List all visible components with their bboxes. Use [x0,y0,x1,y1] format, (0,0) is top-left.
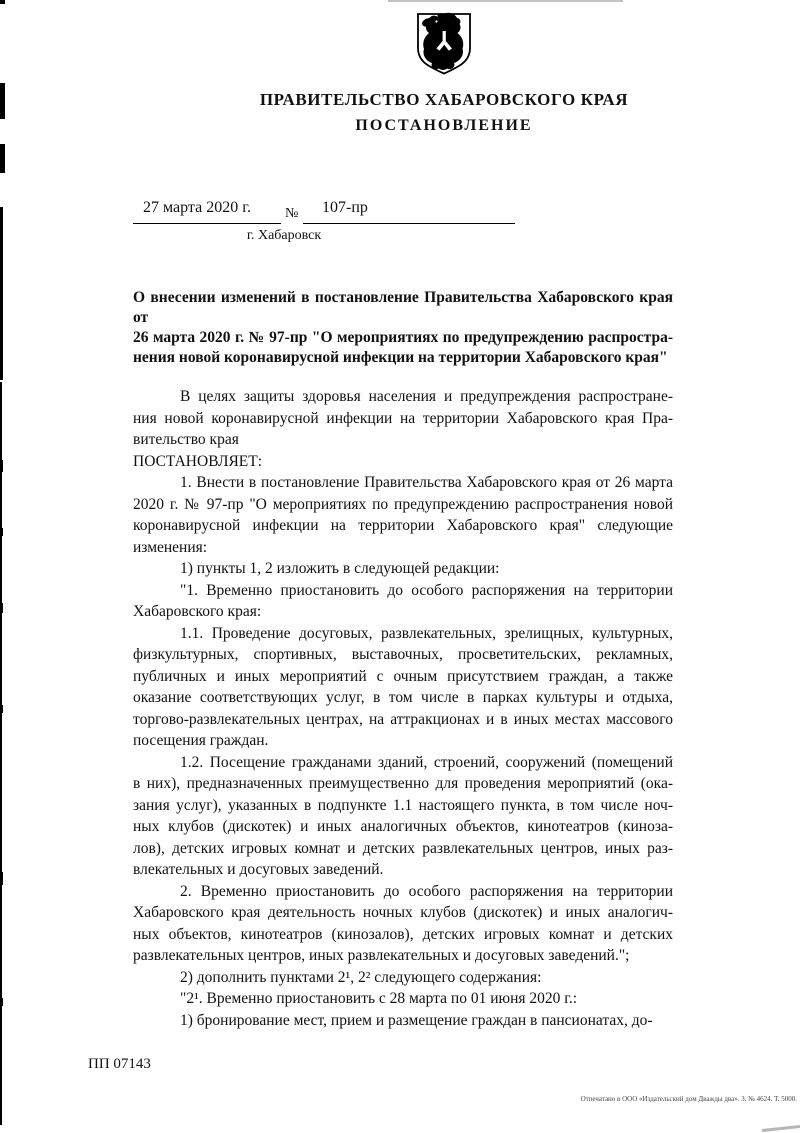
paragraph [133,558,673,580]
text-line: публичных и иных мероприятий с очным присутствием граждан, а также [133,667,673,685]
document-type-title: ПОСТАНОВЛЕНИЕ [355,117,533,134]
text-line: 1.1. Проведение досуговых, развлекательных, зрелищных, культурных, [180,624,673,642]
text-line: 1. Внести в постановление Правительства Хабаровского края от 26 марта [180,474,673,491]
text-line: 2. Временно приостановить до особого распоряжения на территории [180,882,673,900]
text-line: посещения граждан. [133,732,269,749]
text-line: изменения: [133,538,208,556]
doc-title [133,288,673,368]
scan-artifact [0,528,3,536]
doc-meta-block [133,199,673,249]
date-underline [133,223,281,224]
doc-city: г. Хабаровск [246,228,322,243]
text-line: вительство края [133,431,239,448]
text-line: Хабаровского края деятельность ночных клубов (дискотек) и иных аналогич- [133,904,673,921]
scan-artifact [0,872,3,885]
text-line: 2020 г. № 97-пр "О мероприятиях по предупреждению распространения новой [133,495,673,513]
scan-artifact [0,382,2,1125]
coat-of-arms-icon [414,10,474,76]
text-line: коронавирусной инфекции на территории Хабаровского края" следующие [133,517,673,534]
doc-number: 107-пр [322,199,368,216]
number-underline [303,223,515,224]
scan-artifact [762,1125,800,1132]
text-line: "1. Временно приостановить до особого распоряжения на территории [180,581,673,599]
paragraph [133,1010,673,1032]
text-line: лов), детских игровых комнат и детских развлекательных центров, иных раз- [133,839,673,857]
footer-code: ПП 07143 [88,1056,151,1072]
scan-artifact [0,83,5,119]
paragraph [133,472,673,558]
text-line: влекательных и досуговых заведений. [133,861,384,878]
paragraph [133,881,673,967]
paragraph [133,386,673,451]
scan-artifact [0,603,3,613]
printer-imprint: Отпечатано в ООО «Издательский дом Дважды два». З. № 4624. Т. 5000. [580,1095,797,1103]
scan-artifact [0,998,3,1006]
text-line: "2¹. Временно приостановить с 28 марта по 01 июня 2020 г.: [180,990,578,1007]
paragraph [133,752,673,881]
paragraph [133,580,673,623]
scan-artifact [0,207,3,380]
scan-artifact [0,144,5,173]
text-line: зания услуг), указанных в подпункте 1.1 настоящего пункта, в том числе ноч- [133,796,673,814]
text-line: нения новой коронавирусной инфекции на территории Хабаровского края" [133,349,668,366]
paragraph [133,288,673,368]
text-line: физкультурных, спортивных, выставочных, просветительских, рекламных, [133,646,673,663]
scan-artifact [0,705,3,713]
text-line: развлекательных центров, иных развлекательных и досуговых заведений."; [133,947,630,964]
text-line: ных объектов, кинотеатров (кинозалов), детских игровых комнат и детских [133,925,673,943]
text-line: в них), предназначенных преимущественно для проведения мероприятий (ока- [133,775,673,792]
text-line: оказание соответствующих услуг, в том числе в парках культуры и отдыха, [133,689,673,706]
scan-artifact [0,460,3,472]
scan-artifact [0,0,5,4]
text-line: 1.2. Посещение гражданами зданий, строений, сооружений (помещений [180,753,673,771]
document-header [88,10,800,135]
org-name: ПРАВИТЕЛЬСТВО ХАБАРОВСКОГО КРАЯ [259,90,629,109]
text-line: 1) бронирование мест, прием и размещение граждан в пансионатах, до- [180,1011,653,1029]
paragraph [133,451,673,473]
text-line: ных клубов (дискотек) и иных аналогичных объектов, кинотеатров (киноза- [133,818,673,835]
text-line: В целях защиты здоровья населения и предупреждения распростране- [180,388,673,405]
doc-body [133,386,673,1031]
scan-artifact [388,0,623,2]
doc-date: 27 марта 2020 г. [143,199,251,216]
paragraph [133,967,673,989]
paragraph [133,623,673,752]
number-sign: № [285,206,299,221]
text-line: Хабаровского края: [133,603,262,620]
paragraph [133,988,673,1010]
text-line: ПОСТАНОВЛЯЕТ: [133,452,263,470]
text-line: торгово-развлекательных центрах, на аттракционах и в иных местах массового [133,710,673,728]
text-line: 2) дополнить пунктами 2¹, 2² следующего содержания: [180,968,542,986]
text-line: 1) пункты 1, 2 изложить в следующей редакции: [180,560,500,577]
text-line: О внесении изменений в постановление Правительства Хабаровского края от [133,289,673,326]
text-line: ния новой коронавирусной инфекции на территории Хабаровского края Пра- [133,409,673,427]
text-line: 26 марта 2020 г. № 97-пр "О мероприятиях по предупреждению распростра- [133,329,673,346]
